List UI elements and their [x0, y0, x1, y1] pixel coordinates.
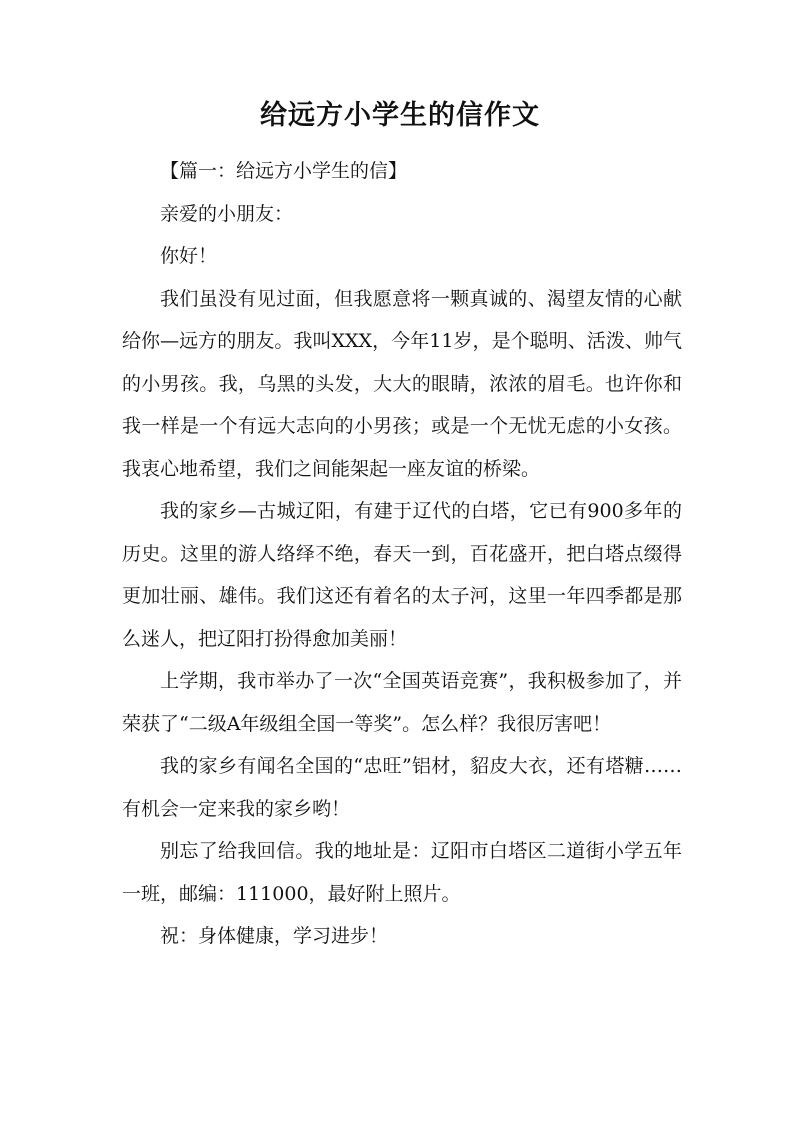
body-paragraph: 我们虽没有见过面，但我愿意将一颗真诚的、渴望友情的心献给你—远方的朋友。我叫XXX，今年11岁，是个聪明、活泼、帅气的小男孩。我，乌黑的头发，大大的眼睛，浓浓的眉毛。也许你和我一样是一个有远大志向的小男孩；或是一个无忧无虑的小女孩。我衷心地希望，我们之间能架起一座友谊的桥梁。	[122, 287, 682, 480]
body-paragraph: 我的家乡—古城辽阳，有建于辽代的白塔，它已有900多年的历史。这里的游人络绎不绝，春天一到，百花盛开，把白塔点缀得更加壮丽、雄伟。我们这还有着名的太子河，这里一年四季都是那么迷人，把辽阳打扮得愈加美丽！	[122, 500, 682, 650]
body-paragraph: 我的家乡有闻名全国的“忠旺”铝材，貂皮大衣，还有塔糖……有机会一定来我的家乡哟！	[122, 755, 682, 820]
body-paragraph: 别忘了给我回信。我的地址是：辽阳市白塔区二道街小学五年一班，邮编：111000，最好附上照片。	[122, 840, 682, 905]
closing-wish: 祝：身体健康，学习进步！	[160, 925, 389, 947]
document-title: 给远方小学生的信作文	[260, 100, 540, 131]
greeting: 你好！	[160, 245, 218, 267]
document-body	[122, 150, 682, 958]
salutation: 亲爱的小朋友：	[160, 202, 294, 225]
section-heading: 【篇一：给远方小学生的信】	[160, 160, 408, 182]
body-paragraph: 上学期，我市举办了一次“全国英语竞赛”，我积极参加了，并荣获了“二级A年级组全国一等奖”。怎么样？我很厉害吧！	[122, 670, 682, 735]
